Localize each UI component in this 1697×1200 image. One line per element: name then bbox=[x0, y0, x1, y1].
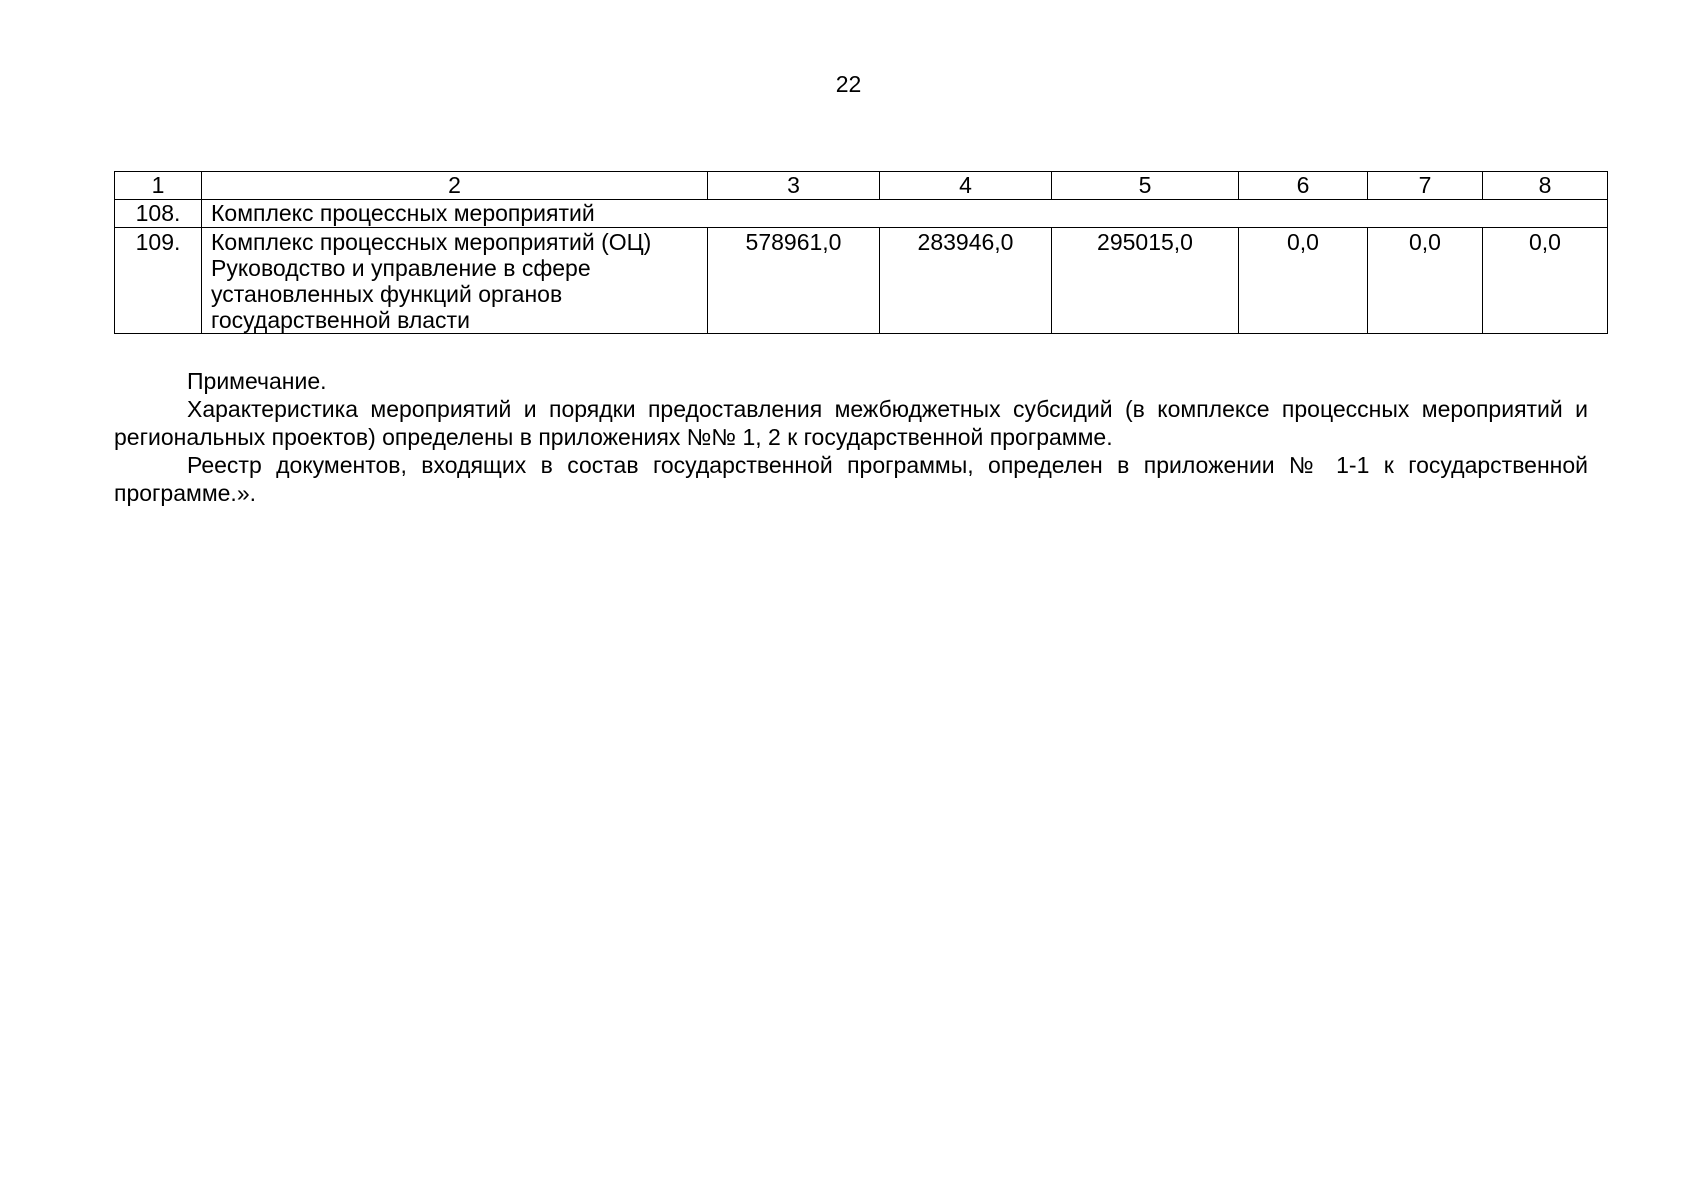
value-cell: 0,0 bbox=[1368, 228, 1483, 334]
notes-paragraph: Характеристика мероприятий и порядки предоставления межбюджетных субсидий (в комплексе процессных мероприятий и региональных проектов) определены в приложениях №№ 1, 2 к государственной программе. bbox=[114, 396, 1588, 450]
row-activity-name bbox=[202, 228, 708, 334]
table-row bbox=[115, 200, 1608, 228]
row-number: 108. bbox=[115, 200, 202, 228]
value-cell: 295015,0 bbox=[1052, 228, 1239, 334]
activity-name-line: Комплекс процессных мероприятий (ОЦ) bbox=[211, 229, 652, 255]
row-section-title: Комплекс процессных мероприятий bbox=[202, 200, 1608, 228]
activity-name-line: Руководство и управление в сфере bbox=[211, 255, 591, 281]
column-number-header: 8 bbox=[1483, 172, 1608, 200]
column-number-header: 2 bbox=[202, 172, 708, 200]
column-number-header: 7 bbox=[1368, 172, 1483, 200]
activity-name-line: государственной власти bbox=[211, 307, 470, 333]
notes-section bbox=[114, 367, 1588, 507]
column-number-header: 3 bbox=[708, 172, 880, 200]
table-row bbox=[115, 228, 1608, 334]
row-number: 109. bbox=[115, 228, 202, 334]
notes-paragraph: Реестр документов, входящих в состав государственной программы, определен в приложении № 1-1 к государственной программе.». bbox=[114, 452, 1588, 506]
value-cell: 0,0 bbox=[1239, 228, 1368, 334]
activity-name-line: установленных функций органов bbox=[211, 281, 563, 307]
column-number-header: 4 bbox=[880, 172, 1052, 200]
table-header-row bbox=[115, 172, 1608, 200]
page-number: 22 bbox=[835, 71, 862, 97]
column-number-header: 6 bbox=[1239, 172, 1368, 200]
value-cell: 283946,0 bbox=[880, 228, 1052, 334]
value-cell: 0,0 bbox=[1483, 228, 1608, 334]
notes-title: Примечание. bbox=[187, 368, 327, 394]
budget-table bbox=[114, 171, 1608, 334]
value-cell: 578961,0 bbox=[708, 228, 880, 334]
column-number-header: 5 bbox=[1052, 172, 1239, 200]
column-number-header: 1 bbox=[115, 172, 202, 200]
